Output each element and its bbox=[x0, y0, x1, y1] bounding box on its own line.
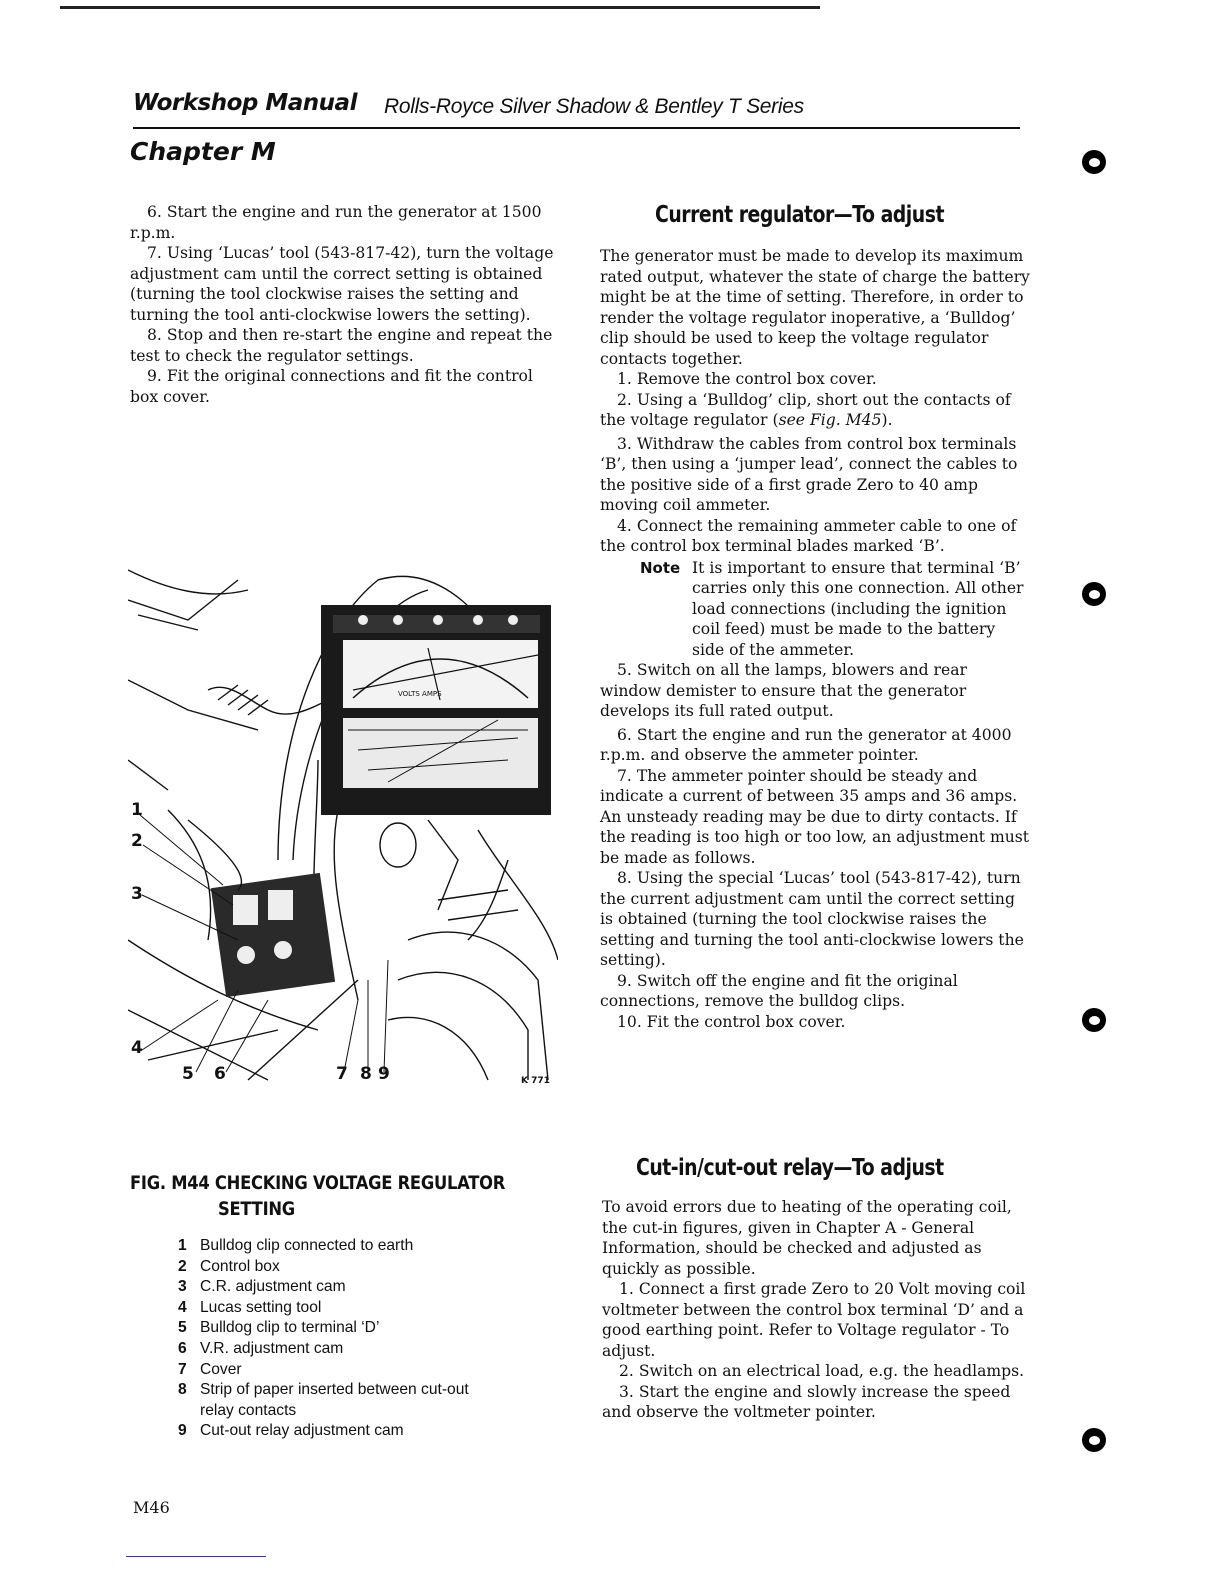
callout-3: 3 bbox=[131, 884, 143, 904]
legend-item: 5 Bulldog clip to terminal ‘D’ bbox=[178, 1319, 380, 1337]
left-step: 6. Start the engine and run the generator at 1500 r.p.m. bbox=[130, 203, 542, 242]
meter-scale-text: VOLTS AMPS bbox=[398, 690, 442, 698]
section-title-current-regulator: Current regulator—To adjust bbox=[655, 202, 944, 228]
step: 2. Switch on an electrical load, e.g. the headlamps. bbox=[619, 1362, 1025, 1380]
step: 1. Remove the control box cover. bbox=[617, 370, 877, 388]
left-step: 9. Fit the original connections and fit the control box cover. bbox=[130, 367, 533, 406]
footer-line bbox=[126, 1556, 266, 1557]
binder-hole-icon bbox=[1082, 150, 1106, 174]
step: 7. The ammeter pointer should be steady and indicate a current of between 35 amps and 36 amps. An unsteady reading may be due to dirty contacts. If the reading is too high or too low, an adjustment must be made as follows. bbox=[600, 766, 1030, 867]
binder-hole-icon bbox=[1082, 1008, 1106, 1032]
step: 10. Fit the control box cover. bbox=[617, 1012, 846, 1031]
figure-ref: K 771 bbox=[521, 1076, 550, 1086]
callout-6: 6 bbox=[214, 1064, 226, 1084]
paragraph: To avoid errors due to heating of the operating coil, the cut-in figures, given in Chapter A - General Information, should be checked and adjusted as quickly as possible. bbox=[602, 1198, 1012, 1278]
binder-hole-icon bbox=[1082, 582, 1106, 606]
legend-item: 1 Bulldog clip connected to earth bbox=[178, 1237, 414, 1254]
manual-title: Workshop Manual bbox=[133, 90, 357, 116]
callout-2: 2 bbox=[131, 831, 143, 851]
legend-item: 7 Cover bbox=[178, 1360, 242, 1378]
step: 4. Connect the remaining ammeter cable to one of the control box terminal blades marked ‘B’. bbox=[600, 516, 1017, 555]
note-block bbox=[600, 558, 1032, 661]
step: 1. Connect a first grade Zero to 20 Volt moving coil voltmeter between the control box terminal ‘D’ and a good earthing point. Refer to Voltage regulator - To adjust. bbox=[602, 1280, 1026, 1360]
step: 6. Start the engine and run the generator at 4000 r.p.m. and observe the ammeter pointer. bbox=[600, 725, 1012, 764]
callout-4: 4 bbox=[131, 1038, 143, 1058]
note-label: Note bbox=[640, 558, 681, 577]
top-scan-line bbox=[60, 6, 820, 9]
step: 3. Withdraw the cables from control box terminals ‘B’, then using a ‘jumper lead’, connect the cables to the positive side of a first grade Zero to 40 amp moving coil ammeter. bbox=[600, 434, 1018, 514]
section-title-cutout-relay: Cut-in/cut-out relay—To adjust bbox=[636, 1155, 944, 1181]
figure-caption-line1: FIG. M44 CHECKING VOLTAGE REGULATOR bbox=[130, 1172, 506, 1194]
legend-item: 8 Strip of paper inserted between cut-out relay contacts bbox=[178, 1381, 469, 1419]
note-text: It is important to ensure that terminal ‘B’ carries only this one connection. All other load connections (including the ignition coil feed) must be made to the battery side of the ammeter. bbox=[692, 558, 1024, 659]
step: 2. Using a ‘Bulldog’ clip, short out the contacts of the voltage regulator (see Fig. M45). bbox=[600, 390, 1011, 429]
left-step: 7. Using ‘Lucas’ tool (543-817-42), turn the voltage adjustment cam until the correct setting is obtained (turning the tool clockwise raises the setting and turning the tool anti-clockwise lowers the setting). bbox=[130, 244, 554, 324]
figure-caption-line2: SETTING bbox=[218, 1198, 295, 1220]
current-regulator-body bbox=[600, 246, 1032, 1032]
ammeter-illustration bbox=[128, 560, 558, 1090]
legend-item: 9 Cut-out relay adjustment cam bbox=[178, 1422, 404, 1440]
page-number: M46 bbox=[133, 1498, 170, 1517]
header-rule bbox=[133, 127, 1020, 129]
callout-8: 8 bbox=[360, 1064, 372, 1084]
legend-item: 4 Lucas setting tool bbox=[178, 1298, 322, 1316]
callout-1: 1 bbox=[131, 800, 143, 820]
binder-hole-icon bbox=[1082, 1428, 1106, 1452]
left-steps bbox=[130, 202, 560, 407]
step: 9. Switch off the engine and fit the original connections, remove the bulldog clips. bbox=[600, 971, 958, 1010]
figure-m44 bbox=[128, 560, 558, 1090]
cutout-body bbox=[602, 1197, 1032, 1423]
step: 3. Start the engine and slowly increase the speed and observe the voltmeter pointer. bbox=[602, 1382, 1011, 1421]
paragraph: The generator must be made to develop its maximum rated output, whatever the state of charge the battery might be at the time of setting. Therefore, in order to render the voltage regulator inoperative, a ‘Bulldog’ clip should be used to keep the voltage regulator contacts together. bbox=[600, 247, 1030, 368]
control-box-drawing bbox=[168, 810, 335, 997]
figure-legend bbox=[178, 1236, 488, 1442]
legend-item: 3 C.R. adjustment cam bbox=[178, 1278, 346, 1296]
left-step: 8. Stop and then re-start the engine and repeat the test to check the regulator settings. bbox=[130, 326, 553, 365]
legend-item: 2 Control box bbox=[178, 1257, 280, 1275]
step: 5. Switch on all the lamps, blowers and rear window demister to ensure that the generator develops its full rated output. bbox=[600, 661, 967, 720]
callout-7: 7 bbox=[336, 1064, 348, 1084]
manual-subtitle: Rolls-Royce Silver Shadow & Bentley T Series bbox=[384, 95, 804, 118]
step: 8. Using the special ‘Lucas’ tool (543-817-42), turn the current adjustment cam until the correct setting is obtained (turning the tool clockwise raises the setting and turning the tool anti-clockwise lowers the setting). bbox=[600, 869, 1024, 969]
callout-5: 5 bbox=[182, 1064, 194, 1084]
ammeter-box bbox=[321, 605, 551, 815]
callout-9: 9 bbox=[378, 1064, 390, 1084]
chapter-title: Chapter M bbox=[130, 137, 276, 166]
legend-item: 6 V.R. adjustment cam bbox=[178, 1339, 344, 1357]
